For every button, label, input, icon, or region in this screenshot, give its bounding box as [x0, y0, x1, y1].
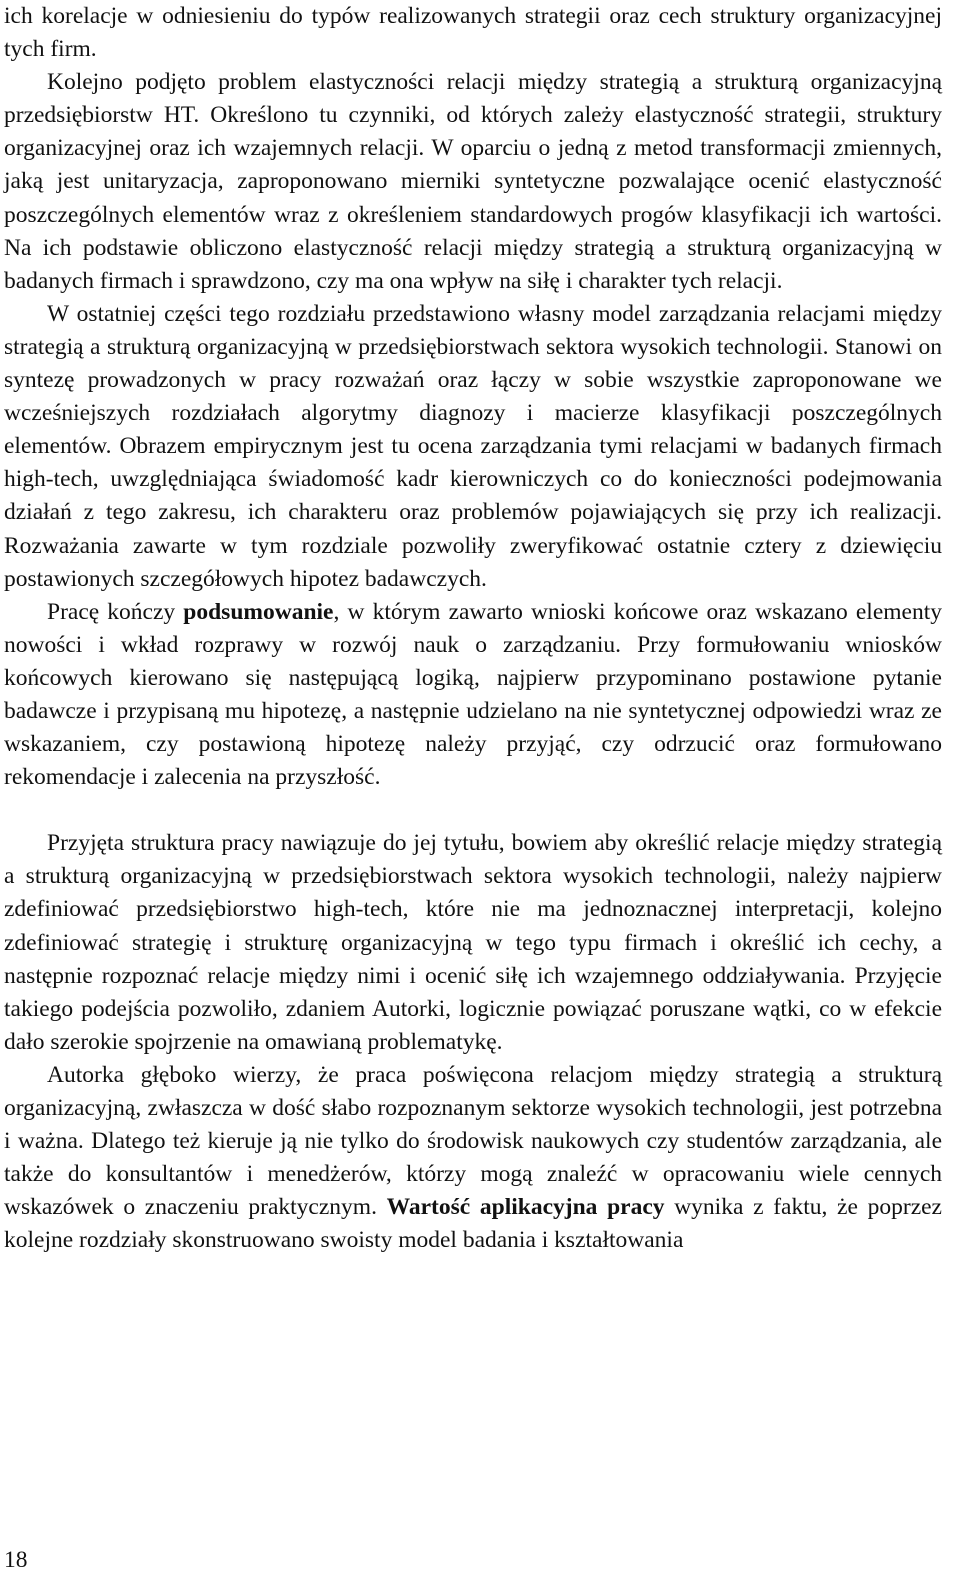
paragraph — [4, 298, 942, 596]
text-run: Autorka głęboko wierzy, że praca poświęcona relacjom między strategią a strukturą organizacyjną, zwłaszcza w dość słabo rozpoznanym sektorze wysokich technologii, jest potrzebna i ważna. Dlatego też kieruje ją nie tylko do środowisk naukowych czy studentów zarządzania, ale także do konsultantów i menedżerów, którzy mogą znaleźć w opracowaniu wiele cennych wskazówek o znaczeniu praktycznym. — [4, 1061, 942, 1221]
paragraph — [4, 596, 942, 795]
paragraph — [4, 66, 942, 298]
page-number: 18 — [4, 1547, 28, 1573]
text-run: Pracę kończy — [47, 598, 184, 625]
text-run: Przyjęta struktura pracy nawiązuje do jej tytułu, bowiem aby określić relacje między strategią a strukturą organizacyjną w przedsiębiorstwach sektora wysokich technologii, należy najpierw zdefiniować przedsiębiorstwo high-tech, które nie ma jednoznacznej interpretacji, kolejno zdefiniować strategię i strukturę organizacyjną w tego typu firmach i określić ich cechy, a następnie rozpoznać relacje między nimi i ocenić siłę ich wzajemnego oddziaływania. Przyjęcie takiego podejścia pozwoliło, zdaniem Autorki, logicznie powiązać poruszane wątki, co w efekcie dało szerokie spojrzenie na omawianą problematykę. — [4, 830, 942, 1055]
paragraph — [4, 1059, 942, 1258]
text-run: ich korelacje w odniesieniu do typów realizowanych strategii oraz cech struktury organizacyjnej tych firm. — [4, 3, 942, 63]
bold-term: podsumowanie — [183, 598, 334, 625]
text-run: , w którym zawarto wnioski końcowe oraz wskazano elementy nowości i wkład rozprawy w rozwój nauk o zarządzaniu. Przy formułowaniu wniosków końcowych kierowano się następującą logiką, najpierw przypominano postawione pytanie badawcze i przypisaną mu hipotezę, a następnie udzielano na nie syntetycznej odpowiedzi wraz ze wskazaniem, czy postawioną hipotezę należy przyjąć, czy odrzucić oraz formułowano rekomendacje i zalecenia na przyszłość. — [4, 598, 942, 791]
text-run: W ostatniej części tego rozdziału przedstawiono własny model zarządzania relacjami między strategią a strukturą organizacyjną w przedsiębiorstwach sektora wysokich technologii. Stanowi on syntezę prowadzonych w pracy rozważań oraz łączy w sobie wszystkie zaproponowane we wcześniejszych rozdziałach algorytmy diagnozy i macierze klasyfikacji poszczególnych elementów. Obrazem empirycznym jest tu ocena zarządzania tymi relacjami w badanych firmach high-tech, uwzględniająca świadomość kadr kierowniczych co do konieczności podejmowania działań z tego zakresu, ich charakteru oraz problemów pojawiających się przy ich realizacji. Rozważania zawarte w tym rozdziale pozwoliły zweryfikować ostatnie cztery z dziewięciu postawionych szczegółowych hipotez badawczych. — [4, 300, 942, 592]
body-text — [4, 0, 942, 1257]
text-run: wynika z faktu, że poprzez kolejne rozdziały skonstruowano swoisty model badania i kształtowania — [4, 1194, 942, 1254]
paragraph — [4, 0, 942, 66]
text-run: Kolejno podjęto problem elastyczności relacji między strategią a strukturą organizacyjną przedsiębiorstw HT. Określono tu czynniki, od których zależy elastyczność strategii, struktury organizacyjnej oraz ich wzajemnych relacji. W oparciu o jedną z metod transformacji zmiennych, jaką jest unitaryzacja, zaproponowano mierniki syntetyczne pozwalające ocenić elastyczność poszczególnych elementów wraz z określeniem standardowych progów klasyfikacji ich wartości. Na ich podstawie obliczono elastyczność relacji między strategią a strukturą organizacyjną w badanych firmach i sprawdzono, czy ma ona wpływ na siłę i charakter tych relacji. — [4, 69, 942, 294]
paragraph — [4, 827, 942, 1059]
bold-term: Wartość aplikacyjna pracy — [386, 1194, 665, 1221]
